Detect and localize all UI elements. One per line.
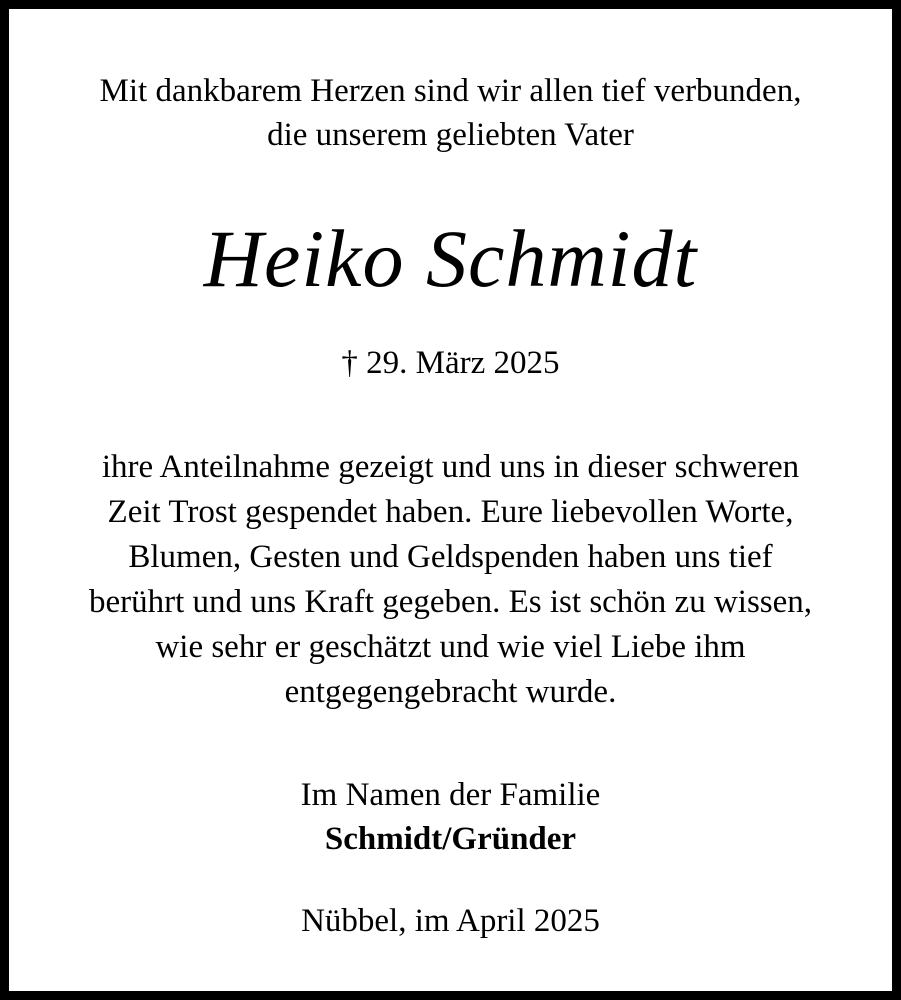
- place-date: Nübbel, im April 2025: [301, 903, 600, 939]
- family-intro: Im Namen der Familie: [300, 777, 601, 813]
- deceased-name: Heiko Schmidt: [203, 213, 698, 304]
- message-line: Blumen, Gesten und Geldspenden haben uns tief: [128, 539, 773, 575]
- intro-line-2: die unserem geliebten Vater: [267, 117, 634, 153]
- family-name: Schmidt/Gründer: [324, 821, 577, 857]
- cross-icon: †: [341, 345, 358, 381]
- death-date-line: [9, 341, 892, 385]
- message-line: ihre Anteilnahme gezeigt und uns in dieser schweren: [101, 449, 800, 485]
- message-line: Zeit Trost gespendet haben. Eure liebevollen Worte,: [107, 494, 794, 530]
- death-date: 29. März 2025: [366, 345, 560, 381]
- message-line: wie sehr er geschätzt und wie viel Liebe ihm: [155, 629, 746, 665]
- thank-you-message: [9, 445, 892, 715]
- intro-line-1: Mit dankbarem Herzen sind wir allen tief verbunden,: [99, 73, 802, 109]
- message-line: entgegengebracht wurde.: [284, 674, 617, 710]
- message-line: berührt und uns Kraft gegeben. Es ist schön zu wissen,: [88, 584, 813, 620]
